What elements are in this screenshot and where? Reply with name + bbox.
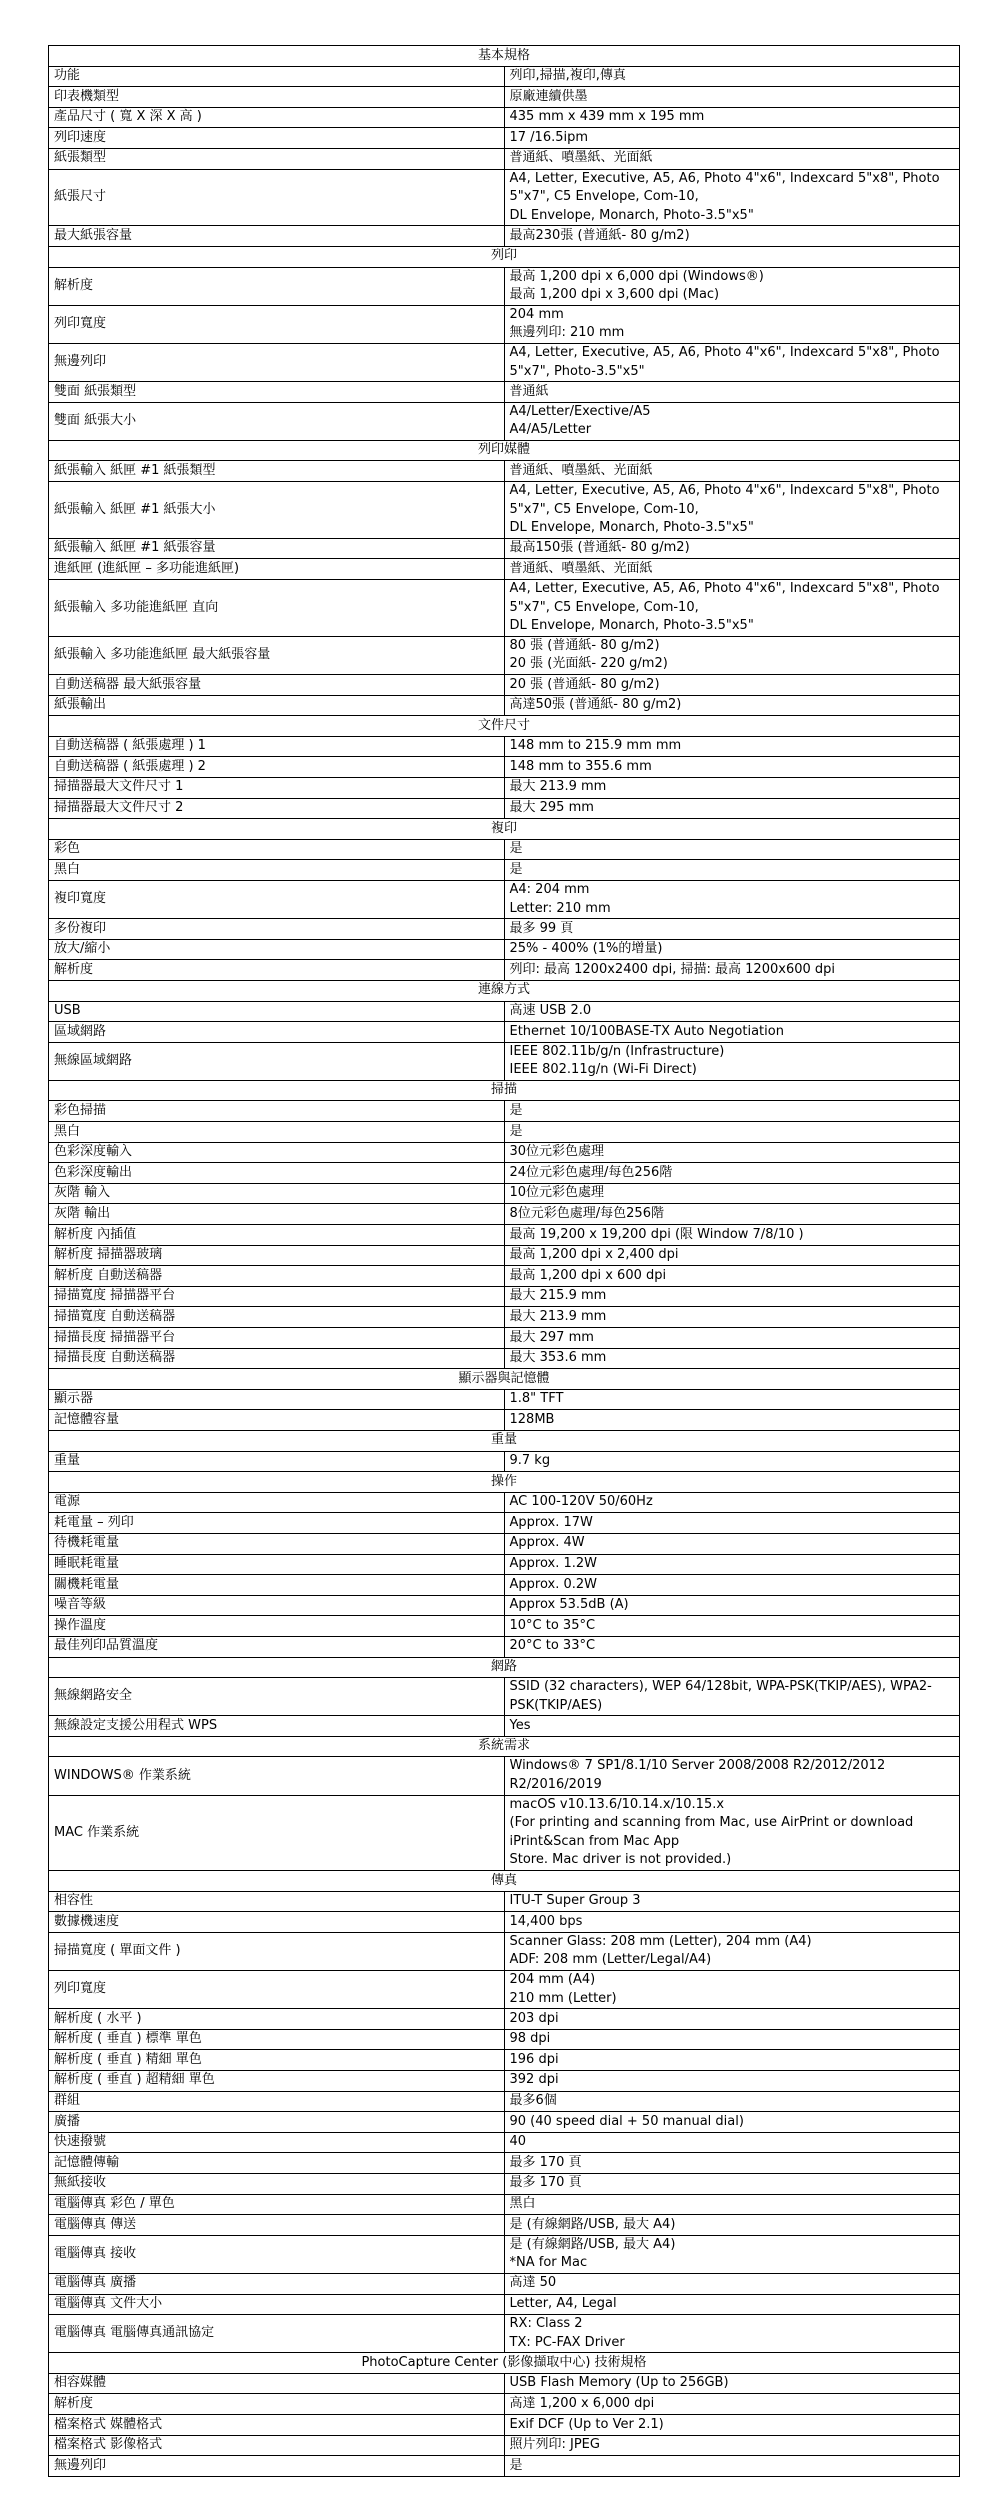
spec-value: 最多 170 頁 — [504, 2173, 960, 2194]
section-header-row — [49, 246, 960, 267]
spec-label: 紙張輸入 紙匣 #1 紙張類型 — [49, 461, 505, 482]
spec-value: Approx 53.5dB (A) — [504, 1595, 960, 1616]
section-header-row — [49, 1736, 960, 1757]
spec-value: 最多6個 — [504, 2091, 960, 2112]
spec-value: Letter, A4, Legal — [504, 2294, 960, 2315]
spec-value: A4: 204 mm Letter: 210 mm — [504, 880, 960, 918]
spec-row — [49, 2415, 960, 2436]
section-header-row — [49, 1430, 960, 1451]
spec-value: 高達 1,200 x 6,000 dpi — [504, 2394, 960, 2415]
section-title: 系統需求 — [49, 1736, 960, 1757]
spec-value: 列印: 最高 1200x2400 dpi, 掃描: 最高 1200x600 dpi — [504, 960, 960, 981]
spec-row — [49, 107, 960, 128]
spec-row — [49, 1163, 960, 1184]
spec-label: 解析度 ( 垂直 ) 精細 單色 — [49, 2050, 505, 2071]
spec-value: Approx. 1.2W — [504, 1554, 960, 1575]
spec-label: 相容性 — [49, 1891, 505, 1912]
spec-row — [49, 1716, 960, 1737]
spec-label: 解析度 ( 垂直 ) 超精細 單色 — [49, 2070, 505, 2091]
spec-label: 紙張類型 — [49, 148, 505, 169]
section-title: 連線方式 — [49, 980, 960, 1001]
spec-row — [49, 2050, 960, 2071]
spec-label: 黑白 — [49, 860, 505, 881]
spec-row — [49, 757, 960, 778]
spec-label: 紙張尺寸 — [49, 169, 505, 226]
spec-value: 9.7 kg — [504, 1451, 960, 1472]
spec-label: 紙張輸入 多功能進紙匣 直向 — [49, 580, 505, 637]
section-header-row — [49, 1657, 960, 1678]
spec-value: 25% - 400% (1%的增量) — [504, 939, 960, 960]
spec-row — [49, 860, 960, 881]
spec-value: 30位元彩色處理 — [504, 1142, 960, 1163]
section-title: 列印媒體 — [49, 440, 960, 461]
spec-row — [49, 2435, 960, 2456]
spec-label: 檔案格式 媒體格式 — [49, 2415, 505, 2436]
spec-table — [48, 45, 960, 2477]
spec-value: 高達50張 (普通紙- 80 g/m2) — [504, 695, 960, 716]
spec-row — [49, 1245, 960, 1266]
spec-row — [49, 559, 960, 580]
spec-value: Approx. 17W — [504, 1513, 960, 1534]
spec-label: 紙張輸出 — [49, 695, 505, 716]
spec-label: 黑白 — [49, 1122, 505, 1143]
spec-value: 是 — [504, 1101, 960, 1122]
spec-value: 普通紙、噴墨紙、光面紙 — [504, 559, 960, 580]
spec-label: 紙張輸入 多功能進紙匣 最大紙張容量 — [49, 636, 505, 674]
spec-value: A4, Letter, Executive, A5, A6, Photo 4"x6", Indexcard 5"x8", Photo 5"x7", C5 Envelope, Com-10, DL Envelope, Monarch, Photo-3.5"x5" — [504, 169, 960, 226]
spec-row — [49, 1389, 960, 1410]
spec-label: MAC 作業系統 — [49, 1795, 505, 1870]
spec-row — [49, 2091, 960, 2112]
spec-label: 記憶體容量 — [49, 1410, 505, 1431]
spec-value: 最大 295 mm — [504, 798, 960, 819]
spec-label: 群組 — [49, 2091, 505, 2112]
spec-label: 色彩深度輸出 — [49, 1163, 505, 1184]
spec-label: 雙面 紙張類型 — [49, 382, 505, 403]
section-title: 列印 — [49, 246, 960, 267]
spec-row — [49, 2373, 960, 2394]
spec-label: 解析度 掃描器玻璃 — [49, 1245, 505, 1266]
spec-label: 列印寬度 — [49, 1971, 505, 2009]
section-header-row — [49, 980, 960, 1001]
spec-value: 8位元彩色處理/每色256階 — [504, 1204, 960, 1225]
spec-row — [49, 880, 960, 918]
spec-value: Exif DCF (Up to Ver 2.1) — [504, 2415, 960, 2436]
spec-row — [49, 1554, 960, 1575]
spec-label: 解析度 — [49, 960, 505, 981]
spec-row — [49, 267, 960, 305]
spec-label: 無邊列印 — [49, 343, 505, 381]
spec-value: 是 — [504, 2456, 960, 2477]
spec-row — [49, 798, 960, 819]
spec-label: 印表機類型 — [49, 87, 505, 108]
spec-row — [49, 2132, 960, 2153]
spec-row — [49, 1971, 960, 2009]
spec-label: 掃描寬度 ( 單面文件 ) — [49, 1932, 505, 1970]
spec-row — [49, 148, 960, 169]
spec-row — [49, 1410, 960, 1431]
spec-label: 區域網路 — [49, 1022, 505, 1043]
spec-label: USB — [49, 1001, 505, 1022]
spec-value: 14,400 bps — [504, 1912, 960, 1933]
section-title: 基本規格 — [49, 46, 960, 67]
spec-row — [49, 1183, 960, 1204]
spec-row — [49, 960, 960, 981]
section-header-row — [49, 1871, 960, 1892]
spec-row — [49, 2315, 960, 2353]
spec-row — [49, 919, 960, 940]
spec-label: 廣播 — [49, 2112, 505, 2133]
spec-value: 435 mm x 439 mm x 195 mm — [504, 107, 960, 128]
section-title: 網路 — [49, 1657, 960, 1678]
spec-label: 功能 — [49, 66, 505, 87]
spec-label: 雙面 紙張大小 — [49, 402, 505, 440]
spec-value: 10位元彩色處理 — [504, 1183, 960, 1204]
spec-value: macOS v10.13.6/10.14.x/10.15.x (For printing and scanning from Mac, use AirPrint or download iPrint&Scan from Mac App Store. Mac driver is not provided.) — [504, 1795, 960, 1870]
spec-value: 148 mm to 355.6 mm — [504, 757, 960, 778]
spec-value: 最高 1,200 dpi x 2,400 dpi — [504, 1245, 960, 1266]
section-header-row — [49, 1080, 960, 1101]
spec-row — [49, 1595, 960, 1616]
spec-label: 解析度 內插值 — [49, 1225, 505, 1246]
spec-label: 電腦傳真 彩色 / 單色 — [49, 2194, 505, 2215]
spec-label: 快速撥號 — [49, 2132, 505, 2153]
spec-label: 無紙接收 — [49, 2173, 505, 2194]
spec-row — [49, 1912, 960, 1933]
spec-label: 電腦傳真 接收 — [49, 2235, 505, 2273]
section-header-row — [49, 716, 960, 737]
spec-label: 紙張輸入 紙匣 #1 紙張大小 — [49, 482, 505, 539]
spec-row — [49, 87, 960, 108]
spec-label: 最大紙張容量 — [49, 226, 505, 247]
spec-row — [49, 2173, 960, 2194]
spec-label: 電腦傳真 文件大小 — [49, 2294, 505, 2315]
spec-row — [49, 1757, 960, 1795]
spec-label: 產品尺寸 ( 寬 X 深 X 高 ) — [49, 107, 505, 128]
spec-label: 操作溫度 — [49, 1616, 505, 1637]
spec-row — [49, 1636, 960, 1657]
section-title: 掃描 — [49, 1080, 960, 1101]
spec-label: 灰階 輸入 — [49, 1183, 505, 1204]
spec-value: 最高 1,200 dpi x 6,000 dpi (Windows®) 最高 1,200 dpi x 3,600 dpi (Mac) — [504, 267, 960, 305]
spec-value: Approx. 0.2W — [504, 1575, 960, 1596]
spec-label: 列印速度 — [49, 128, 505, 149]
spec-value: 196 dpi — [504, 2050, 960, 2071]
spec-label: 最佳列印品質溫度 — [49, 1636, 505, 1657]
spec-label: 列印寬度 — [49, 305, 505, 343]
spec-label: 自動送稿器 最大紙張容量 — [49, 675, 505, 696]
spec-row — [49, 1795, 960, 1870]
spec-label: 相容媒體 — [49, 2373, 505, 2394]
spec-value: 是 — [504, 839, 960, 860]
spec-table-body — [49, 46, 960, 2477]
spec-row — [49, 777, 960, 798]
spec-value: 98 dpi — [504, 2029, 960, 2050]
spec-value: 黑白 — [504, 2194, 960, 2215]
spec-value: 90 (40 speed dial + 50 manual dial) — [504, 2112, 960, 2133]
spec-label: 重量 — [49, 1451, 505, 1472]
spec-row — [49, 2394, 960, 2415]
spec-row — [49, 1122, 960, 1143]
spec-row — [49, 169, 960, 226]
spec-row — [49, 636, 960, 674]
spec-row — [49, 1225, 960, 1246]
spec-value: 20 張 (普通紙- 80 g/m2) — [504, 675, 960, 696]
spec-row — [49, 580, 960, 637]
spec-row — [49, 382, 960, 403]
spec-row — [49, 1513, 960, 1534]
spec-label: 無線區域網路 — [49, 1042, 505, 1080]
spec-value: 最大 213.9 mm — [504, 777, 960, 798]
spec-label: 無線設定支援公用程式 WPS — [49, 1716, 505, 1737]
spec-row — [49, 402, 960, 440]
spec-label: 耗電量 – 列印 — [49, 1513, 505, 1534]
spec-value: 普通紙、噴墨紙、光面紙 — [504, 461, 960, 482]
spec-row — [49, 343, 960, 381]
spec-value: 普通紙、噴墨紙、光面紙 — [504, 148, 960, 169]
spec-row — [49, 1042, 960, 1080]
spec-row — [49, 226, 960, 247]
spec-row — [49, 2009, 960, 2030]
spec-value: ITU-T Super Group 3 — [504, 1891, 960, 1912]
spec-label: 紙張輸入 紙匣 #1 紙張容量 — [49, 538, 505, 559]
spec-row — [49, 1022, 960, 1043]
spec-row — [49, 1451, 960, 1472]
spec-value: 最多 170 頁 — [504, 2153, 960, 2174]
spec-label: 解析度 — [49, 2394, 505, 2415]
spec-value: 80 張 (普通紙- 80 g/m2) 20 張 (光面紙- 220 g/m2) — [504, 636, 960, 674]
spec-row — [49, 2235, 960, 2273]
spec-value: 是 — [504, 860, 960, 881]
spec-label: 掃描寬度 自動送稿器 — [49, 1307, 505, 1328]
spec-row — [49, 66, 960, 87]
section-header-row — [49, 46, 960, 67]
section-title: 複印 — [49, 819, 960, 840]
spec-row — [49, 1575, 960, 1596]
spec-value: Ethernet 10/100BASE-TX Auto Negotiation — [504, 1022, 960, 1043]
spec-label: 關機耗電量 — [49, 1575, 505, 1596]
spec-row — [49, 1307, 960, 1328]
spec-label: 待機耗電量 — [49, 1533, 505, 1554]
spec-row — [49, 1266, 960, 1287]
section-header-row — [49, 1472, 960, 1493]
spec-label: 解析度 ( 水平 ) — [49, 2009, 505, 2030]
spec-value: 20°C to 33°C — [504, 1636, 960, 1657]
spec-value: 40 — [504, 2132, 960, 2153]
spec-value: 最大 297 mm — [504, 1328, 960, 1349]
spec-value: 17 /16.5ipm — [504, 128, 960, 149]
spec-value: 24位元彩色處理/每色256階 — [504, 1163, 960, 1184]
spec-row — [49, 1616, 960, 1637]
section-title: PhotoCapture Center (影像擷取中心) 技術規格 — [49, 2353, 960, 2374]
spec-row — [49, 1348, 960, 1369]
spec-label: 灰階 輸出 — [49, 1204, 505, 1225]
spec-value: 是 — [504, 1122, 960, 1143]
spec-label: 解析度 ( 垂直 ) 標準 單色 — [49, 2029, 505, 2050]
spec-row — [49, 2112, 960, 2133]
spec-value: 392 dpi — [504, 2070, 960, 2091]
spec-row — [49, 461, 960, 482]
spec-row — [49, 482, 960, 539]
spec-label: 電腦傳真 電腦傳真通訊協定 — [49, 2315, 505, 2353]
section-header-row — [49, 440, 960, 461]
spec-row — [49, 2070, 960, 2091]
spec-label: 掃描器最大文件尺寸 2 — [49, 798, 505, 819]
spec-value: 最大 215.9 mm — [504, 1286, 960, 1307]
spec-label: 無邊列印 — [49, 2456, 505, 2477]
spec-label: 彩色掃描 — [49, 1101, 505, 1122]
spec-value: Windows® 7 SP1/8.1/10 Server 2008/2008 R2/2012/2012 R2/2016/2019 — [504, 1757, 960, 1795]
spec-row — [49, 736, 960, 757]
spec-value: 1.8" TFT — [504, 1389, 960, 1410]
spec-value: 最高 19,200 x 19,200 dpi (限 Window 7/8/10 ) — [504, 1225, 960, 1246]
spec-value: RX: Class 2 TX: PC-FAX Driver — [504, 2315, 960, 2353]
spec-label: 彩色 — [49, 839, 505, 860]
spec-value: AC 100-120V 50/60Hz — [504, 1492, 960, 1513]
spec-row — [49, 1101, 960, 1122]
section-header-row — [49, 2353, 960, 2374]
spec-row — [49, 839, 960, 860]
section-title: 操作 — [49, 1472, 960, 1493]
spec-row — [49, 2273, 960, 2294]
spec-row — [49, 305, 960, 343]
spec-value: 最高 1,200 dpi x 600 dpi — [504, 1266, 960, 1287]
spec-row — [49, 2029, 960, 2050]
spec-label: 數據機速度 — [49, 1912, 505, 1933]
spec-value: 203 dpi — [504, 2009, 960, 2030]
spec-label: 進紙匣 (進紙匣 – 多功能進紙匣) — [49, 559, 505, 580]
section-title: 顯示器與記憶體 — [49, 1369, 960, 1390]
spec-value: A4, Letter, Executive, A5, A6, Photo 4"x6", Indexcard 5"x8", Photo 5"x7", C5 Envelope, Com-10, DL Envelope, Monarch, Photo-3.5"x5" — [504, 580, 960, 637]
spec-value: 128MB — [504, 1410, 960, 1431]
spec-value: 高速 USB 2.0 — [504, 1001, 960, 1022]
spec-label: 掃描器最大文件尺寸 1 — [49, 777, 505, 798]
spec-label: 複印寬度 — [49, 880, 505, 918]
spec-row — [49, 1142, 960, 1163]
spec-label: 噪音等級 — [49, 1595, 505, 1616]
section-header-row — [49, 1369, 960, 1390]
spec-label: 掃描長度 自動送稿器 — [49, 1348, 505, 1369]
spec-row — [49, 1204, 960, 1225]
spec-label: 多份複印 — [49, 919, 505, 940]
spec-value: SSID (32 characters), WEP 64/128bit, WPA-PSK(TKIP/AES), WPA2-PSK(TKIP/AES) — [504, 1678, 960, 1716]
spec-value: 列印,掃描,複印,傳真 — [504, 66, 960, 87]
spec-row — [49, 675, 960, 696]
spec-value: Scanner Glass: 208 mm (Letter), 204 mm (A4) ADF: 208 mm (Letter/Legal/A4) — [504, 1932, 960, 1970]
spec-value: 最大 213.9 mm — [504, 1307, 960, 1328]
spec-label: 掃描長度 掃描器平台 — [49, 1328, 505, 1349]
spec-value: 204 mm (A4) 210 mm (Letter) — [504, 1971, 960, 2009]
spec-row — [49, 2294, 960, 2315]
spec-label: 自動送稿器 ( 紙張處理 ) 1 — [49, 736, 505, 757]
spec-row — [49, 2153, 960, 2174]
spec-row — [49, 1001, 960, 1022]
spec-value: 最高150張 (普通紙- 80 g/m2) — [504, 538, 960, 559]
spec-value: 最多 99 頁 — [504, 919, 960, 940]
spec-row — [49, 538, 960, 559]
spec-value: Yes — [504, 1716, 960, 1737]
spec-value: 照片列印: JPEG — [504, 2435, 960, 2456]
spec-row — [49, 1286, 960, 1307]
spec-value: 10°C to 35°C — [504, 1616, 960, 1637]
spec-label: 電腦傳真 傳送 — [49, 2215, 505, 2236]
spec-row — [49, 695, 960, 716]
section-header-row — [49, 819, 960, 840]
spec-value: 原廠連續供墨 — [504, 87, 960, 108]
spec-value: 148 mm to 215.9 mm mm — [504, 736, 960, 757]
spec-label: 顯示器 — [49, 1389, 505, 1410]
spec-row — [49, 1891, 960, 1912]
spec-label: 電源 — [49, 1492, 505, 1513]
spec-label: 睡眠耗電量 — [49, 1554, 505, 1575]
spec-value: 高達 50 — [504, 2273, 960, 2294]
spec-value: A4/Letter/Exective/A5 A4/A5/Letter — [504, 402, 960, 440]
spec-row — [49, 2194, 960, 2215]
spec-label: 記憶體傳輸 — [49, 2153, 505, 2174]
spec-label: 無線網路安全 — [49, 1678, 505, 1716]
spec-label: 色彩深度輸入 — [49, 1142, 505, 1163]
spec-label: 掃描寬度 掃描器平台 — [49, 1286, 505, 1307]
spec-label: 電腦傳真 廣播 — [49, 2273, 505, 2294]
spec-label: 檔案格式 影像格式 — [49, 2435, 505, 2456]
section-title: 文件尺寸 — [49, 716, 960, 737]
section-title: 重量 — [49, 1430, 960, 1451]
spec-row — [49, 1492, 960, 1513]
spec-label: 自動送稿器 ( 紙張處理 ) 2 — [49, 757, 505, 778]
spec-row — [49, 2456, 960, 2477]
spec-value: 是 (有線網路/USB, 最大 A4) — [504, 2215, 960, 2236]
spec-row — [49, 1932, 960, 1970]
spec-row — [49, 939, 960, 960]
spec-value: Approx. 4W — [504, 1533, 960, 1554]
spec-label: 放大/縮小 — [49, 939, 505, 960]
spec-value: A4, Letter, Executive, A5, A6, Photo 4"x6", Indexcard 5"x8", Photo 5"x7", C5 Envelope, Com-10, DL Envelope, Monarch, Photo-3.5"x5" — [504, 482, 960, 539]
spec-value: 最高230張 (普通紙- 80 g/m2) — [504, 226, 960, 247]
spec-value: USB Flash Memory (Up to 256GB) — [504, 2373, 960, 2394]
spec-value: A4, Letter, Executive, A5, A6, Photo 4"x6", Indexcard 5"x8", Photo 5"x7", Photo-3.5"x5" — [504, 343, 960, 381]
spec-label: WINDOWS® 作業系統 — [49, 1757, 505, 1795]
spec-label: 解析度 — [49, 267, 505, 305]
spec-value: 最大 353.6 mm — [504, 1348, 960, 1369]
spec-row — [49, 1678, 960, 1716]
spec-row — [49, 1328, 960, 1349]
spec-label: 解析度 自動送稿器 — [49, 1266, 505, 1287]
spec-row — [49, 2215, 960, 2236]
spec-value: 204 mm 無邊列印: 210 mm — [504, 305, 960, 343]
spec-row — [49, 1533, 960, 1554]
spec-value: 普通紙 — [504, 382, 960, 403]
spec-row — [49, 128, 960, 149]
spec-value: IEEE 802.11b/g/n (Infrastructure) IEEE 802.11g/n (Wi-Fi Direct) — [504, 1042, 960, 1080]
section-title: 傳真 — [49, 1871, 960, 1892]
spec-value: 是 (有線網路/USB, 最大 A4) *NA for Mac — [504, 2235, 960, 2273]
